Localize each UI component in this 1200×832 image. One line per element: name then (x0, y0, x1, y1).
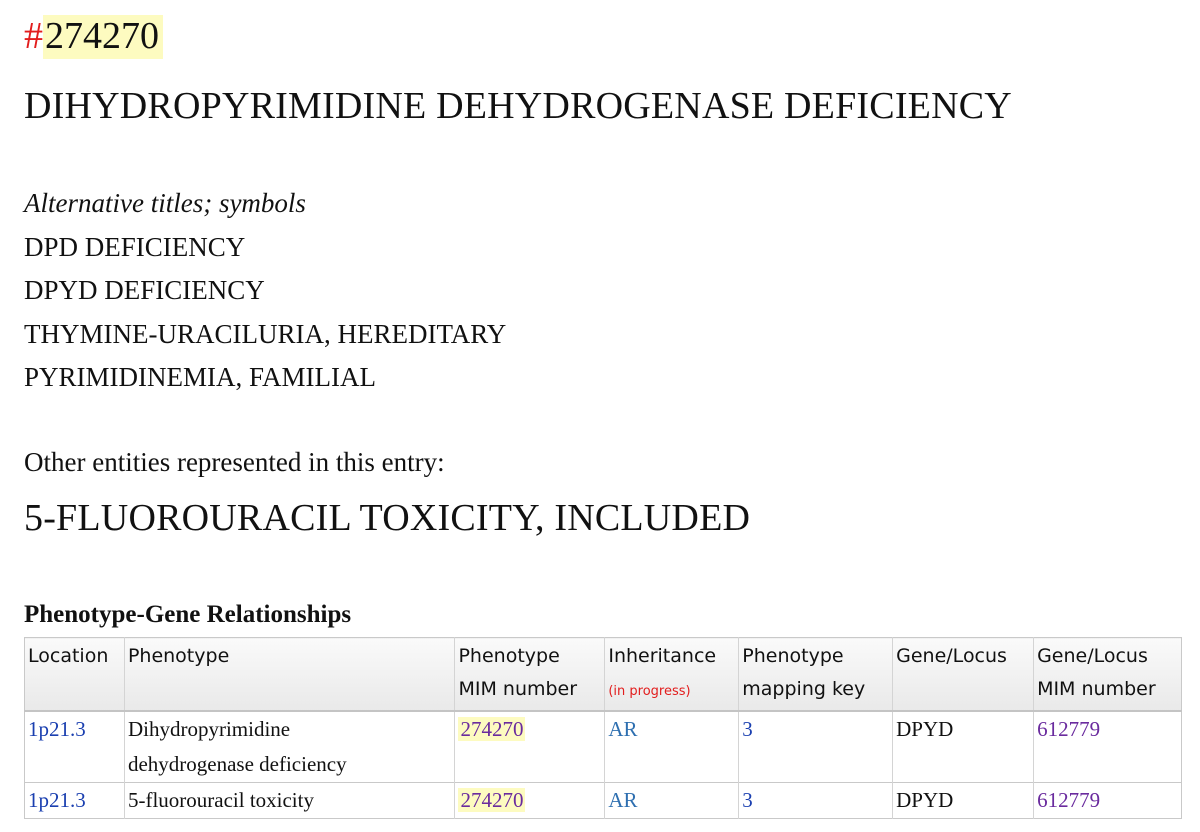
column-header-location: Location (25, 638, 125, 712)
inheritance-link[interactable]: AR (608, 788, 638, 812)
phenotype-gene-title: Phenotype-Gene Relationships (24, 601, 352, 628)
table-row (25, 711, 1182, 783)
table-header-row (25, 638, 1182, 712)
location-link[interactable]: 1p21.3 (28, 717, 86, 741)
included-entity-title: 5-FLUOROURACIL TOXICITY, INCLUDED (24, 497, 751, 539)
phenotype-mim-link[interactable]: 274270 (460, 717, 524, 741)
column-header-phenotype-mim: Phenotype MIM number (455, 638, 605, 712)
alternative-title-item: PYRIMIDINEMIA, FAMILIAL (24, 362, 376, 392)
phenotype-gene-table (24, 637, 1182, 819)
gene-cell: DPYD (893, 783, 1034, 819)
entry-number (24, 12, 163, 60)
column-header-gene: Gene/Locus (893, 638, 1034, 712)
phenotype-mim-link[interactable]: 274270 (460, 788, 524, 812)
phenotype-cell: Dihydropyrimidine dehydrogenase deficiency (124, 711, 455, 783)
inheritance-link[interactable]: AR (608, 717, 638, 741)
alternative-title-item: DPD DEFICIENCY (24, 231, 246, 262)
gene-mim-link[interactable]: 612779 (1037, 788, 1101, 812)
column-header-inheritance: Inheritance (in progress) (605, 638, 739, 712)
column-header-mapping-key: Phenotype mapping key (739, 638, 893, 712)
other-entities-label: Other entities represented in this entry: (24, 447, 445, 477)
alternative-title-item: DPYD DEFICIENCY (24, 275, 265, 305)
entry-title: DIHYDROPYRIMIDINE DEHYDROGENASE DEFICIENCY (24, 85, 1012, 127)
hash-symbol: # (24, 15, 43, 57)
alternative-title-item: THYMINE-URACILURIA, HEREDITARY (24, 318, 507, 349)
gene-mim-link[interactable]: 612779 (1037, 717, 1101, 741)
alternative-titles-heading: Alternative titles; symbols (24, 188, 306, 218)
column-header-gene-mim: Gene/Locus MIM number (1034, 638, 1182, 712)
phenotype-cell: 5-fluorouracil toxicity (124, 783, 455, 819)
column-header-phenotype: Phenotype (124, 638, 455, 712)
mapping-key-link[interactable]: 3 (742, 788, 753, 812)
in-progress-note: (in progress) (608, 684, 691, 699)
mapping-key-link[interactable]: 3 (742, 717, 753, 741)
gene-cell: DPYD (893, 711, 1034, 783)
alternative-titles (24, 182, 506, 400)
table-row (25, 783, 1182, 819)
location-link[interactable]: 1p21.3 (28, 788, 86, 812)
mim-number: 274270 (43, 15, 163, 59)
